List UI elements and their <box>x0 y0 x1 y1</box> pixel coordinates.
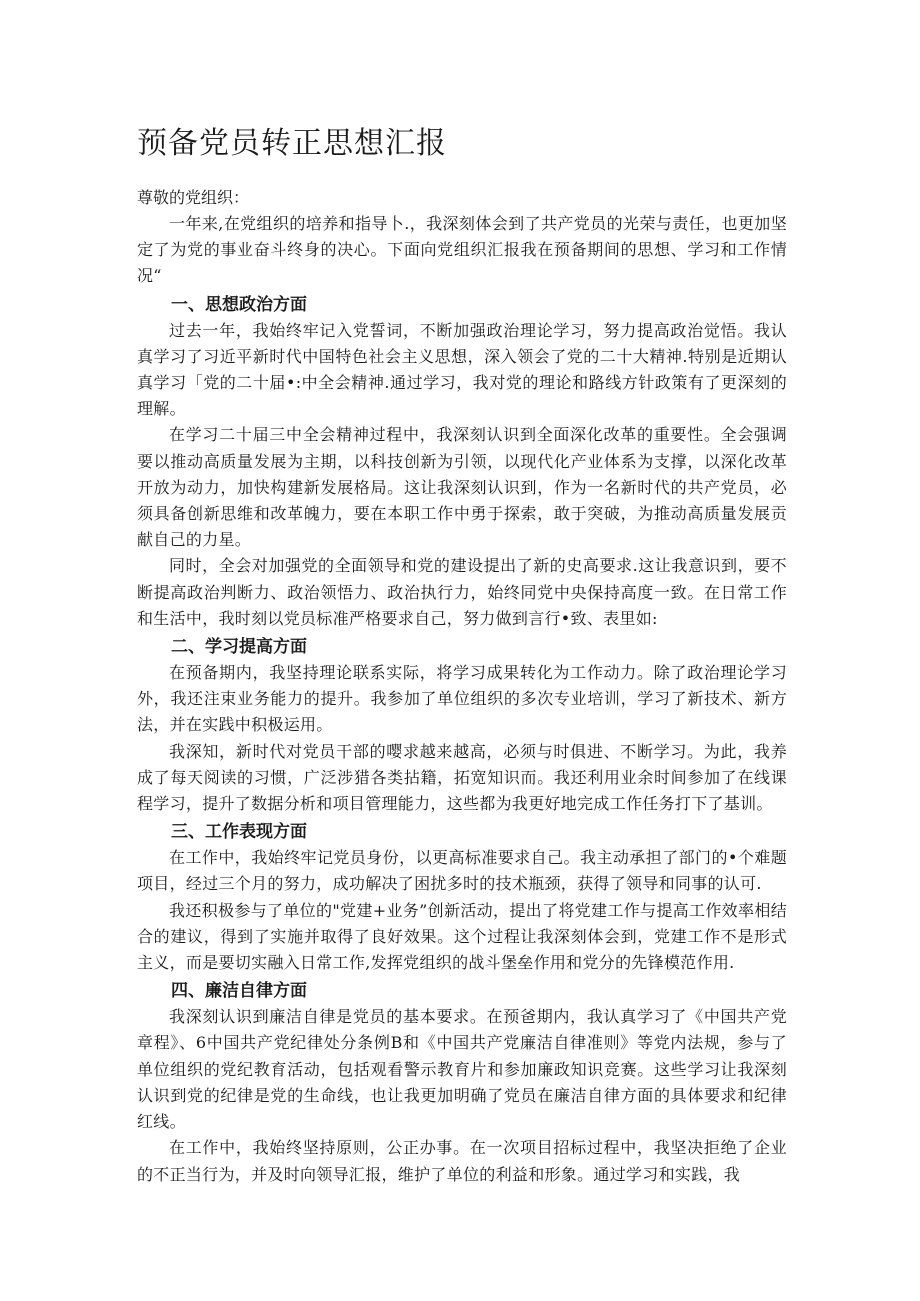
document-page <box>137 125 787 1188</box>
work-paragraph-1: 在工作中，我始终牢记党员身份，以更高标准要求自己。我主动承担了部门的•个难题项目，经过三个月的努力，成功解决了困扰多时的技术瓶颈，获得了领导和同事的认可. <box>137 848 787 894</box>
work-paragraph-2: 我还积极参与了单位的"党建+业务”创新活动，提出了将党建工作与提高工作效率相结合的建议，得到了实施并取得了良好效果。这个过程让我深刻体会到，党建工作不是形式主义，而是要切实融入日常工作,发挥党组织的战斗堡垒作用和党分的先锋模范作用. <box>137 900 787 973</box>
section-heading-politics: 一、思想政治方面 <box>171 294 307 315</box>
study-paragraph-1: 在预备期内，我坚持理论联系实际，将学习成果转化为工作动力。除了政治理论学习外，我还注束业务能力的提升。我参加了单位组织的多次专业培训，学习了新技术、新方法，并在实践中积极运用。 <box>137 663 787 735</box>
intro-paragraph: 一年来,在党组织的培养和指导卜.，我深刻体会到了共产党员的光荣与责任，也更加坚定了为党的事业奋斗终身的决心。下面向党组织汇报我在预备期间的思想、学习和工作情况“ <box>137 214 787 286</box>
politics-paragraph-3: 同时，全会对加强党的全面领导和党的建设提出了新的史高要求.这让我意识到，要不断提高政治判断力、政治领悟力、政治执行力，始终同党中央保持高度一致。在日常工作和生活中，我时刻以党员标准严格要求自己，努力做到言行•致、表里如: <box>137 556 787 628</box>
integrity-paragraph-1: 我深刻认识到廉洁自律是党员的基本要求。在预爸期内，我认真学习了《中国共产党章程》、6中国共产党纪律处分条例B和《中国共产党廉洁自律准则》等党内法规，参与了单位组织的党纪教育活动，包括观看警示教育片和参加廉政知识竞赛。这些学习让我深刻认识到党的纪律是党的生命线，也让我更加明确了党员在廉洁自律方面的具体要求和纪律红线。 <box>137 1007 787 1132</box>
section-heading-work: 三、工作表现方面 <box>171 822 307 843</box>
salutation: 尊敬的党组织： <box>137 188 250 207</box>
politics-paragraph-1: 过去一年，我始终牢记入党誓词，不断加强政治理论学习，努力提高政治觉悟。我认真学习了习近平新时代中国特色社会主义思想，深入领会了党的二十大精神.特别是近期认真学习「党的二十届•:中全会精神.通过学习，我对党的理论和路线方针政策有了更深刻的理解。 <box>137 320 787 419</box>
politics-paragraph-2: 在学习二十届三中全会精神过程中，我深刻认识到全面深化改革的重要性。全会强调要以推动高质量发展为主期，以科技创新为引领，以现代化产业体系为支撑，以深化改革开放为动力，加快构建新发展格局。这让我深刻认识到，作为一名新时代的共产党员，必须具备创新思维和改革魄力，要在本职工作中勇于探索，敢于突破，为推动高质量发展贡献自己的力星。 <box>137 425 787 550</box>
section-heading-integrity: 四、廉洁自律方面 <box>171 981 307 1002</box>
section-heading-study: 二、学习提高方面 <box>171 637 307 658</box>
document-title: 预备党员转正思想汇报 <box>137 126 447 161</box>
integrity-paragraph-2: 在工作中，我始终坚持原则，公正办事。在一次项目招标过程中，我坚决拒绝了企业的不正当行为，并及时向领导汇报，维护了单位的利益和形象。通过学习和实践，我 <box>137 1138 787 1184</box>
study-paragraph-2: 我深知，新时代对党员干部的嘤求越来越高，必须与时俱进、不断学习。为此，我养成了每天阅读的习惯，广泛涉猎各类拈籍，拓宽知识而。我还利用业余时间参加了在线课程学习，提升了数据分析和项目管理能力，这些都为我更好地完成工作任务打下了基训。 <box>137 741 787 814</box>
